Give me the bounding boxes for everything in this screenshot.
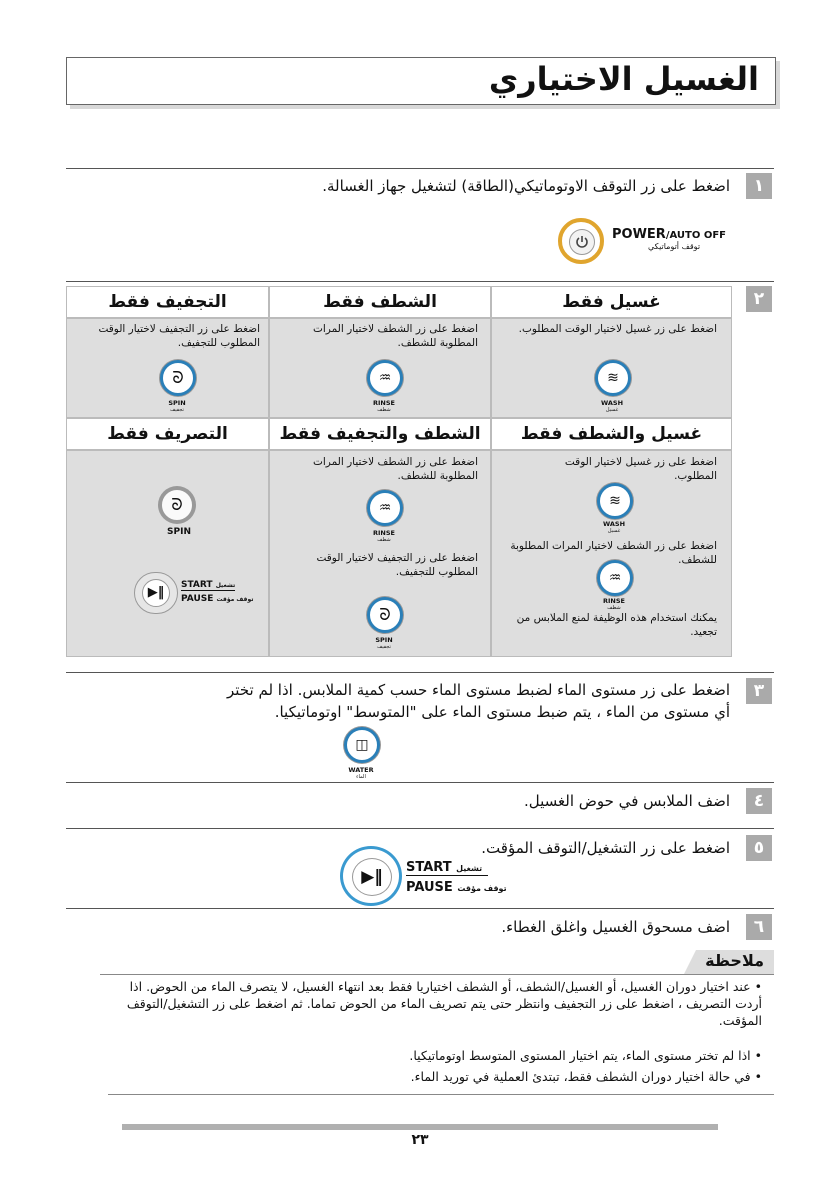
wash-only-text: اضغط على زر غسيل لاختيار الوقت المطلوب. (518, 323, 717, 335)
wash-label: WASH (600, 399, 624, 407)
rinse-spin-text-1: اضغط على زر الشطف لاختيار المرات المطلوبة للشطف. (312, 456, 478, 482)
title-box (66, 57, 776, 105)
rs-rinse-button[interactable] (367, 490, 403, 526)
divider (66, 828, 774, 829)
note-item-1: • عند اختيار دوران الغسيل، أو الغسيل/الشطف، أو الشطف اختياريا فقط بعد انتهاء الغسيل، لا يتصرف الماء من الحوض. اذا أردت التصريف ، اضغط على زر التجفيف وانتظر حتى يتم تصريف الماء من الحوض تماما. ثم اضغط على زر التشغيل/التوقف المؤقت. (126, 979, 762, 1028)
step-1-text: اضغط على زر التوقف الاوتوماتيكي(الطاقة) لتشغيل جهاز الغسالة. (322, 177, 730, 195)
start-main-label-text: START (406, 860, 452, 875)
wash-label-ar: غسيل (605, 407, 619, 413)
header-rinse-spin: الشطف والتجفيف فقط (269, 418, 491, 450)
wr-rinse-button[interactable] (597, 560, 633, 596)
wr-wash-label-ar: غسيل (607, 528, 621, 534)
header-drain-only: التصريف فقط (66, 418, 269, 450)
pause-label-ar: توقف مؤقت (216, 596, 254, 603)
spin-icon: ᘐ (171, 495, 183, 514)
note-item-3-text: في حالة اختيار دوران الشطف فقط، تبتدئ العملية في توريد الماء. (410, 1069, 751, 1084)
start-pause-main-button[interactable] (340, 846, 402, 906)
note-item-3: • في حالة اختيار دوران الشطف فقط، تبتدئ العملية في توريد الماء. (410, 1069, 762, 1084)
divider (108, 1094, 774, 1095)
divider (66, 168, 774, 169)
power-button[interactable] (558, 218, 604, 264)
wr-wash-label: WASH (602, 520, 626, 528)
step-number-5: ٥ (746, 835, 772, 861)
note-item-2-text: اذا لم تختر مستوى الماء، يتم اختيار المستوى المتوسط اوتوماتيكيا. (409, 1048, 751, 1063)
header-rinse-only: الشطف فقط (269, 286, 491, 318)
rinse-icon: ♒ (608, 570, 622, 586)
start-label (181, 580, 235, 591)
step-number-1: ١ (746, 173, 772, 199)
power-icon (569, 229, 595, 255)
power-label (612, 227, 726, 242)
step-number-2: ٢ (746, 286, 772, 312)
note-item-1-text: عند اختيار دوران الغسيل، أو الغسيل/الشطف، أو الشطف اختياريا فقط بعد انتهاء الغسيل، لا يتصرف الماء من الحوض. اذا أردت التصريف ، اضغط على زر التجفيف وانتظر حتى يتم تصريف الماء من الحوض تماما. ثم اضغط على زر التشغيل/التوقف المؤقت. (126, 979, 762, 1028)
pause-main-label-text: PAUSE (406, 880, 453, 895)
rs-spin-label: SPIN (375, 636, 393, 644)
notes-heading: ملاحظة (705, 951, 764, 970)
pause-main-label (406, 880, 507, 895)
notes-heading-tab (684, 950, 774, 974)
step-number-6: ٦ (746, 914, 772, 940)
power-label-sub: /AUTO OFF (665, 230, 726, 241)
rinse-icon: ♒ (378, 370, 392, 386)
header-spin-only: التجفيف فقط (66, 286, 269, 318)
rinse-button[interactable] (367, 360, 403, 396)
pause-label (181, 594, 253, 604)
step-number-3: ٣ (746, 678, 772, 704)
rinse-label-ar: شطف (377, 407, 391, 413)
start-main-label (406, 860, 488, 876)
rinse-only-text: اضغط على زر الشطف لاختيار المرات المطلوبة للشطف. (312, 323, 478, 349)
wr-rinse-label-ar: شطف (607, 605, 621, 611)
rs-spin-button[interactable] (367, 597, 403, 633)
wash-rinse-text-3: يمكنك استخدام هذه الوظيفة لمنع الملابس من تجعيد. (516, 612, 717, 638)
rinse-spin-text-2: اضغط على زر التجفيف لاختيار الوقت المطلوب للتجفيف. (316, 552, 478, 578)
footer-bar (122, 1124, 718, 1130)
rs-spin-label-ar: تجفيف (377, 644, 391, 650)
power-label-main: POWER (612, 227, 666, 242)
step-3-line-2: أي مستوى من الماء ، يتم ضبط مستوى الماء على "المتوسط" اوتوماتيكيا. (274, 703, 730, 721)
spin-only-text: اضغط على زر التجفيف لاختيار الوقت المطلوب للتجفيف. (98, 323, 260, 349)
start-label-text: START (181, 580, 213, 590)
drain-spin-label: SPIN (167, 527, 191, 537)
rs-rinse-label: RINSE (373, 529, 395, 537)
divider (66, 281, 774, 282)
pause-main-label-ar: توقف مؤقت (457, 884, 507, 893)
divider (66, 908, 774, 909)
spin-icon: ᘐ (172, 368, 184, 387)
wash-icon: ≋ (607, 370, 619, 386)
divider (66, 672, 774, 673)
step-3-line-1: اضغط على زر مستوى الماء لضبط مستوى الماء حسب كمية الملابس. اذا لم تختر (227, 681, 730, 699)
step-6-text: اضف مسحوق الغسيل واغلق الغطاء. (501, 918, 730, 936)
water-label: WATER (348, 766, 374, 774)
play-pause-icon: ▶‖ (352, 858, 392, 896)
step-number-4: ٤ (746, 788, 772, 814)
spin-label-ar: تجفيف (170, 407, 184, 413)
rs-rinse-label-ar: شطف (377, 537, 391, 543)
cell-wash-rinse (491, 450, 732, 657)
wash-rinse-text-1: اضغط على زر غسيل لاختيار الوقت المطلوب. (564, 456, 717, 482)
pause-label-text: PAUSE (181, 594, 214, 604)
page-number: ٢٣ (411, 1132, 429, 1148)
spin-button[interactable] (160, 360, 196, 396)
water-level-icon: ◫ (355, 737, 369, 753)
power-label-ar: توقف أتوماتيكي (648, 242, 701, 251)
rinse-icon: ♒ (378, 500, 392, 516)
water-button[interactable] (344, 727, 380, 763)
header-wash-rinse: غسيل والشطف فقط (491, 418, 732, 450)
spin-label: SPIN (168, 399, 186, 407)
step-5-text: اضغط على زر التشغيل/التوقف المؤقت. (481, 839, 730, 857)
water-label-ar: الماء (356, 774, 366, 780)
step-4-text: اضف الملابس في حوض الغسيل. (523, 792, 730, 810)
wash-rinse-text-2: اضغط على زر الشطف لاختيار المرات المطلوبة للشطف. (510, 540, 717, 566)
wr-rinse-label: RINSE (603, 597, 625, 605)
note-item-2: • اذا لم تختر مستوى الماء، يتم اختيار المستوى المتوسط اوتوماتيكيا. (409, 1048, 762, 1063)
start-pause-button[interactable] (134, 572, 178, 614)
divider (100, 974, 774, 975)
start-label-ar: تشغيل (215, 582, 236, 589)
cell-drain-only (66, 450, 269, 657)
header-wash-only: غسيل فقط (491, 286, 732, 318)
spin-icon: ᘐ (379, 605, 391, 624)
page-title: الغسيل الاختياري (488, 60, 759, 98)
rinse-label: RINSE (373, 399, 395, 407)
wr-wash-button[interactable] (597, 483, 633, 519)
divider (66, 782, 774, 783)
wash-icon: ≋ (609, 493, 621, 509)
drain-spin-button[interactable] (159, 487, 195, 523)
start-main-label-ar: تشغيل (456, 864, 483, 873)
wash-button[interactable] (595, 360, 631, 396)
play-pause-icon: ▶‖ (142, 579, 170, 607)
